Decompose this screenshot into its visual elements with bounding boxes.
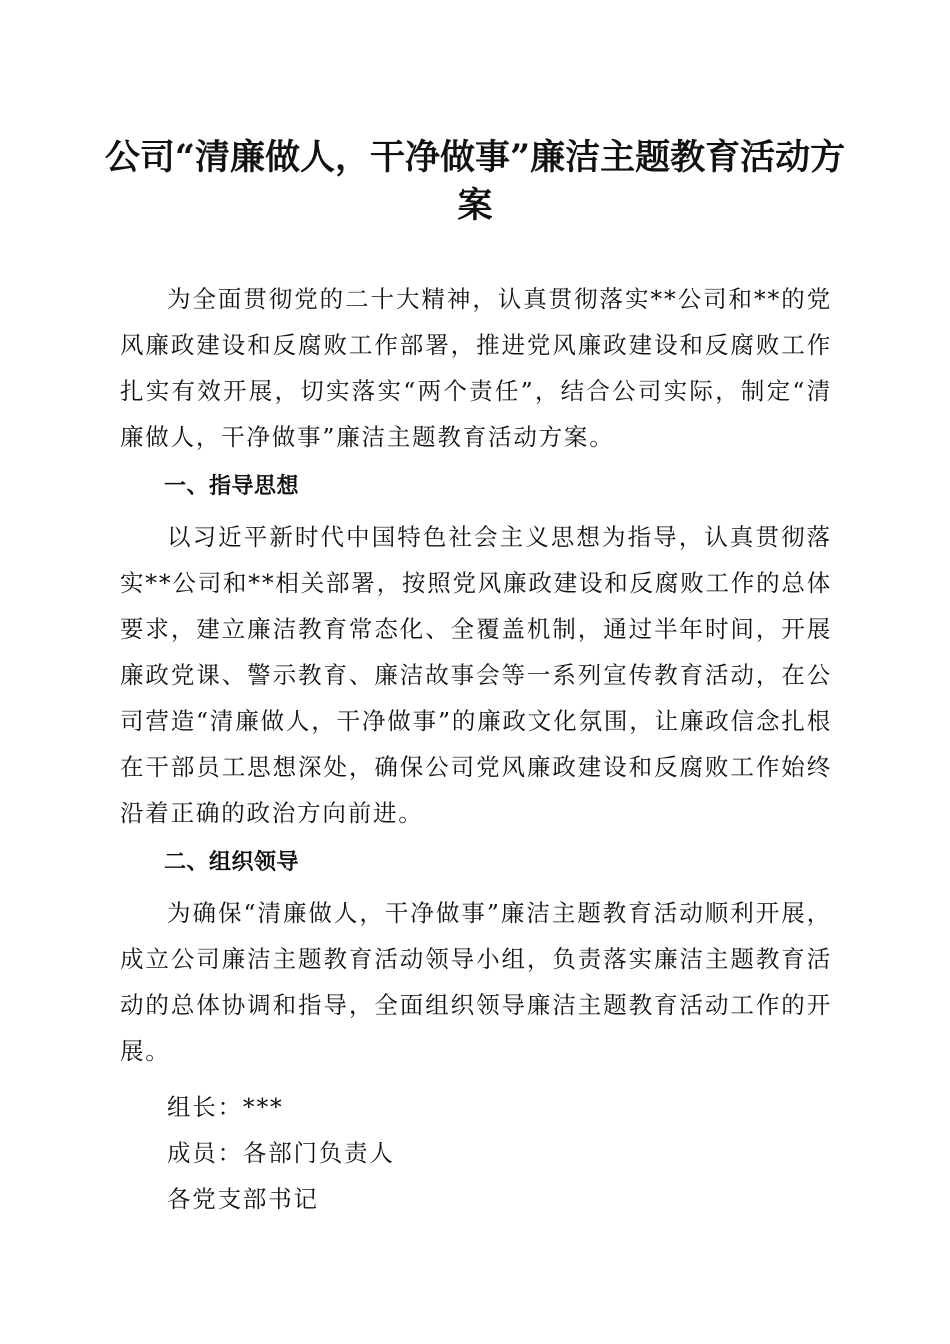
section-heading-organization: 二、组织领导 [164, 850, 300, 875]
section-paragraph-organization: 为确保“清廉做人，干净做事”廉洁主题教育活动顺利开展，成立公司廉洁主题教育活动领导小组，负责落实廉洁主题教育活动的总体协调和指导，全面组织领导廉洁主题教育活动工作的开展。 [120, 899, 832, 1065]
members-line-2: 各党支部书记 [167, 1185, 319, 1213]
section-paragraph-guiding-ideology: 以习近平新时代中国特色社会主义思想为指导，认真贯彻落实**公司和**相关部署，按照党风廉政建设和反腐败工作的总体要求，建立廉洁教育常态化、全覆盖机制，通过半年时间，开展廉政党课、警示教育、廉洁故事会等一系列宣传教育活动，在公司营造“清廉做人，干净做事”的廉政文化氛围，让廉政信念扎根在干部员工思想深处，确保公司党风廉政建设和反腐败工作始终沿着正确的政治方向前进。 [120, 523, 832, 827]
document-body [120, 276, 832, 1222]
leader-line: 组长：*** [167, 1093, 284, 1121]
document-title: 公司“清廉做人，干净做事”廉洁主题教育活动方案 [104, 137, 846, 226]
members-line: 成员：各部门负责人 [167, 1139, 395, 1167]
intro-paragraph: 为全面贯彻党的二十大精神，认真贯彻落实**公司和**的党风廉政建设和反腐败工作部署，推进党风廉政建设和反腐败工作扎实有效开展，切实落实“两个责任”，结合公司实际，制定“清廉做人，干净做事”廉洁主题教育活动方案。 [120, 285, 832, 451]
section-heading-guiding-ideology: 一、指导思想 [164, 474, 300, 499]
